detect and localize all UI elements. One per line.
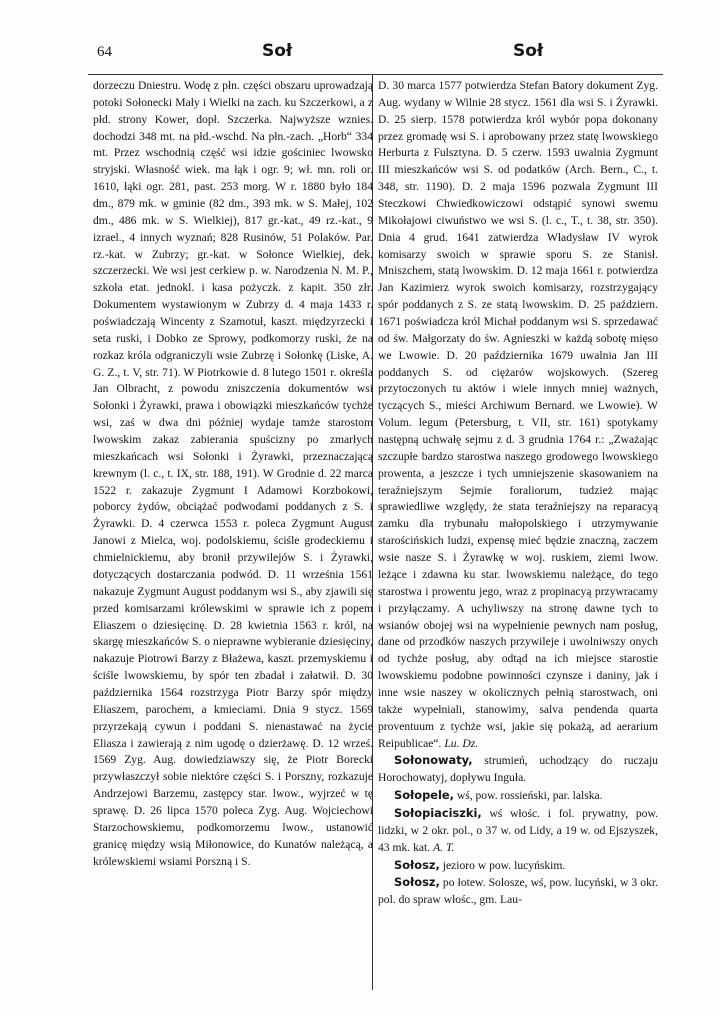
page-number: 64 bbox=[97, 44, 112, 60]
entry-solonowaty bbox=[378, 752, 658, 787]
entry-solosz-lake bbox=[378, 857, 658, 875]
entry-headword: Sołosz, bbox=[394, 857, 440, 872]
entry-text: wś, pow. rossieński, par. lalska. bbox=[456, 789, 603, 803]
entry-text: po łotew. Solosze, wś, pow. lucyński, w 3 okr. pol. do spraw włośc., gm. Lau- bbox=[378, 876, 658, 907]
entry-headword: Sołopele, bbox=[394, 788, 454, 803]
entry-solopiaciszki bbox=[378, 805, 658, 857]
running-head-left: Soł bbox=[262, 41, 293, 61]
right-column-attribution: Lu. Dz. bbox=[444, 736, 479, 750]
entry-headword: Sołonowaty, bbox=[394, 753, 473, 768]
running-head-right: Soł bbox=[513, 41, 544, 61]
entry-text: jezioro w pow. lucyńskim. bbox=[442, 858, 566, 872]
entry-text: strumień, uchodzący do ruczaju Horochowatyj, dopływu Inguła. bbox=[378, 754, 658, 785]
header-rule bbox=[88, 74, 663, 75]
entry-solopele bbox=[378, 787, 658, 805]
left-column-text: dorzeczu Dniestru. Wodę z płn. części obszaru uprowadzają potoki Sołonecki Mały i Wielki na zach. ku Szczerkowi, a z płd. strony Kower, dopł. Szczerka. Najwyższe wznies. dochodzi 348 mt. na płd.-wschd. Na płn.-zach. „Horb“ 334 mt. Przez wschodnią część wsi idzie gościniec lwowsko stryjski. Własność wiek. ma łąk i ogr. 9; wł. mn. roli or. 1610, łąki ogr. 281, past. 253 morg. W r. 1880 było 184 dm., 879 mk. w gminie (82 dm., 393 mk. w S. Małej, 102 dm., 486 mk. w S. Wielkiej), 817 gr.-kat., 49 rz.-kat., 9 izrael., 4 innych wyznań; 828 Rusinów, 51 Polaków. Par. rz.-kat. w Zubrzy; gr.-kat. w Sołonce Wielkiej, dek. szczerzecki. We wsi jest cerkiew p. w. Narodzenia N. M. P., szkoła etat. jednokl. i kasa pożyczk. z kapit. 350 złr. Dokumentem wystawionym w Zubrzy d. 4 maja 1433 r. poświadczają Wincenty z Szamotuł, kaszt. międzyrzecki i seta ruski, i Dobko ze Sprowy, podkomorzy ruski, że na rozkaz króla odgraniczyli wsie Zubrzę i Sołonkę (Liske, A. G. Z., t. V, str. 71). W Piotrkowie d. 8 lutego 1501 r. określa Jan Olbracht, z powodu zniszczenia dokumentów wsi Sołonki i Żyrawki, prawa i obowiązki mieszkańców tychże wsi, zaś w dwa dni później wydaje tamże starostom lwowskim zakaz zabierania spuścizny po zmarłych mieszkańcach wsi Sołonki i Żyrawki, przeznaczającą krewnym (l. c., t. IX, str. 188, 191). W Grodnie d. 22 marca 1522 r. zakazuje Zygmunt I Adamowi Korzbokowi, poborcy żydów, obciążać podwodami poddanych z S. i Żyrawki. D. 4 czerwca 1553 r. poleca Zygmunt August Janowi z Mielca, woj. podolskiemu, ściśle grodeckiemu i chmielnickiemu, aby bronił przywilejów S. i Żyrawki, dotyczących dostarczania podwód. D. 11 września 1561 nakazuje Zygmunt August poddanym wsi S., aby zjawili się przed komisarzami królewskimi w sprawie ich z popem Eliaszem o dziesięcinę. D. 28 kwietnia 1563 r. król, na skargę mieszkańców S. o nieprawne wybieranie dziesięciny, nakazuje Piotrowi Barzy z Błażewa, kaszt. przemyskiemu i ściśle lwowskiemu, by spór ten zbadał i załatwił. D. 30 października 1564 rozstrzyga Piotr Barzy spór między Eliaszem, parochem, a kmieciami. Dnia 9 stycz. 1569 przyrzekają cywun i poddani S. nienastawać na życie Eliasza i zawierają z nim ugodę o dzierżawę. D. 12 wrześ. 1569 Zyg. Aug. dowiedziawszy się, że Piotr Borecki przywłaszczył sobie niektóre części S. i Porszny, rozkazuje Andrzejowi Barzemu, zastępcy star. lwow., wyjrzeć w tę sprawę. D. 26 lipca 1570 poleca Zyg. Aug. Wojciechowi Starzochowskiemu, podkomorzemu lwow., ustanowić granicę między wsią Miłonowice, do Kunatów należącą, a królewskiemi wsiami Porszną i S. bbox=[93, 79, 373, 868]
page-header bbox=[0, 36, 720, 70]
left-column bbox=[93, 78, 373, 990]
entry-headword: Sołopiaciszki, bbox=[394, 805, 482, 820]
right-column bbox=[378, 78, 658, 990]
entry-text: wś włośc. i fol. prywatny, pow. lidzki, w 2 okr. pol., o 37 w. od Lidy, a 19 w. od Ejszyszek, 43 mk. kat. bbox=[378, 806, 658, 854]
entry-solosz-village bbox=[378, 874, 658, 909]
entry-attribution: A. T. bbox=[433, 840, 455, 854]
right-column-body: D. 30 marca 1577 potwierdza Stefan Batory dokument Zyg. Aug. wydany w Wilnie 28 stycz. 1561 dla wsi S. i Żyrawki. D. 25 sierp. 1578 potwierdza król wybór popa dokonany przez gromadę wsi S. i aprobowany przez statę lwowskiego Herburta z Fulsztyna. D. 5 czerw. 1593 uwalnia Zygmunt III mieszkańców wsi S. od podatków (Arch. Bern., C., t. 348, str. 1190). D. 2 maja 1596 pozwala Zygmunt III Steczkowi Chwiedkowiczowi odstąpić synowi swemu Mikołajowi ciwuństwo we wsi S. (l. c., T., t. 38, str. 350). Dnia 4 grud. 1641 zatwierdza Władysław IV wyrok komisarzy swoich w sprawie sporu S. ze Stanisł. Mniszchem, statą lwowskim. D. 12 maja 1661 r. potwierdza Jan Kazimierz wyrok swoich komisarzy, rozstrzygający spór poddanych z S. ze statą lwowskim. D. 25 październ. 1671 poświadcza król Michał poddanym wsi S. sprzedawać od św. Małgorzaty do św. Agnieszki w każdą sobotę mięso we Lwowie. D. 20 października 1679 uwalnia Jan III poddanych S. od ciężarów wojskowych. (Szereg przytoczonych tu aktów i wiele innych mniej ważnych, tyczących S., mieści Archiwum Bernard. we Lwowie). W Volum. legum (Petersburg, t. VII, str. 161) spotykamy następną uchwałę sejmu z d. 3 grudnia 1764 r.: „Zważając szczupłe bardzo starostwa naszego grodowego lwowskiego prowenta, a jeszcze i tych umniejszenie skasowaniem na teraźniejszym Sejmie foraliorum, tudzież mając sprawiedliwe względy, że stata teraźniejszy na reparacyą zamku dla trybunału małopolskiego i utrzymywanie starościńskich ludzi, expensę mieć będzie znaczną, zaczem wsie nasze S. i Żyrawkę w woj. ruskiem, ziemi lwow. leżące i zdawna ku star. lwowskiemu należące, do tego starostwa i prowentu jego, wraz z propinacyą przywracamy i przyłączamy. A uchyliwszy na stronę dawne tych to wsianów obojej wsi na wypełnienie pewnych nam posług, dane od przodków naszych przywileje i uwolniwszy onych od tychże posług, aby odtąd na ich miejsce starostie lwowskiemu podobne powinności czynsze i daniny, jak i inne wsie naszey w okolicznych pełnią starostwach, oni także wypełniali, stanowimy, salva pendenda quarta proventuum z tychże wsi, jakie się pokażą, ad aerarium Reipublicae“. bbox=[378, 79, 658, 750]
entry-headword: Sołosz, bbox=[394, 875, 440, 890]
right-column-text bbox=[378, 78, 658, 752]
